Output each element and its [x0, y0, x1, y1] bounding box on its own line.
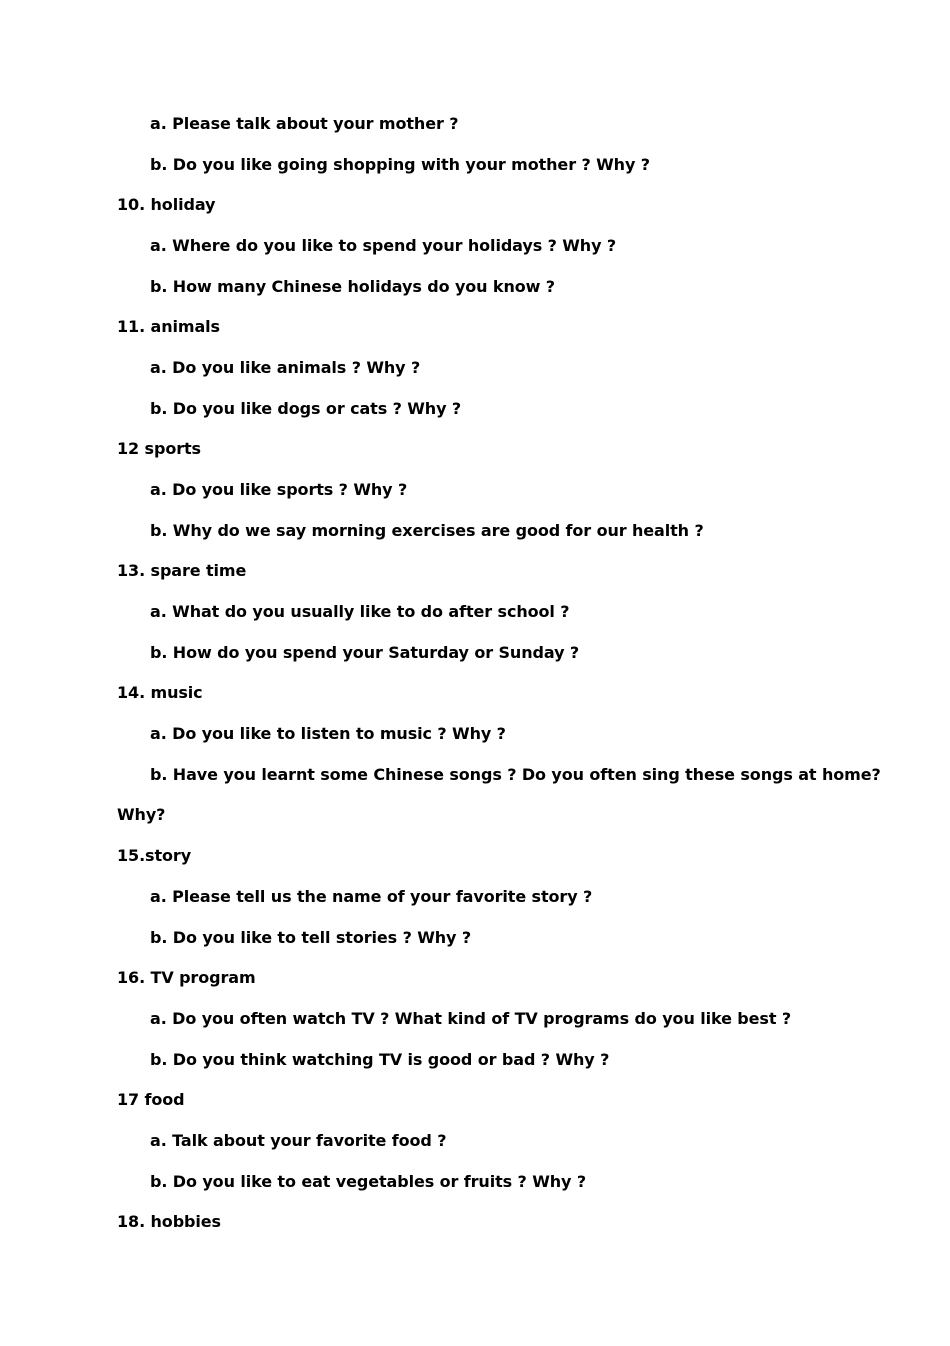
question-line: b. How do you spend your Saturday or Sunday ? [150, 643, 580, 662]
question-line: b. Have you learnt some Chinese songs ? Do you often sing these songs at home? [150, 765, 881, 784]
question-line: b. Why do we say morning exercises are good for our health ? [150, 521, 704, 540]
question-line: a. Do you often watch TV ? What kind of TV programs do you like best ? [150, 1009, 792, 1028]
question-line: a. Do you like to listen to music ? Why ? [150, 724, 506, 743]
question-line: b. How many Chinese holidays do you know ? [150, 277, 555, 296]
question-line: b. Do you like dogs or cats ? Why ? [150, 399, 462, 418]
question-line: a. Please talk about your mother ? [150, 114, 459, 133]
question-continuation: Why? [117, 805, 166, 824]
question-line: a. Talk about your favorite food ? [150, 1131, 447, 1150]
question-line: b. Do you like to tell stories ? Why ? [150, 928, 472, 947]
topic-heading: 15.story [117, 846, 192, 865]
question-line: b. Do you like going shopping with your mother ? Why ? [150, 155, 650, 174]
topic-heading: 13. spare time [117, 561, 247, 580]
topic-heading: 11. animals [117, 317, 220, 336]
question-line: a. Do you like sports ? Why ? [150, 480, 408, 499]
question-line: b. Do you think watching TV is good or bad ? Why ? [150, 1050, 610, 1069]
topic-heading: 17 food [117, 1090, 185, 1109]
question-line: a. Please tell us the name of your favorite story ? [150, 887, 593, 906]
question-line: a. Do you like animals ? Why ? [150, 358, 421, 377]
question-line: a. Where do you like to spend your holidays ? Why ? [150, 236, 617, 255]
topic-heading: 18. hobbies [117, 1212, 221, 1231]
topic-heading: 10. holiday [117, 195, 216, 214]
question-line: a. What do you usually like to do after school ? [150, 602, 570, 621]
topic-heading: 16. TV program [117, 968, 256, 987]
topic-heading: 14. music [117, 683, 203, 702]
topic-heading: 12 sports [117, 439, 201, 458]
question-line: b. Do you like to eat vegetables or fruits ? Why ? [150, 1172, 587, 1191]
